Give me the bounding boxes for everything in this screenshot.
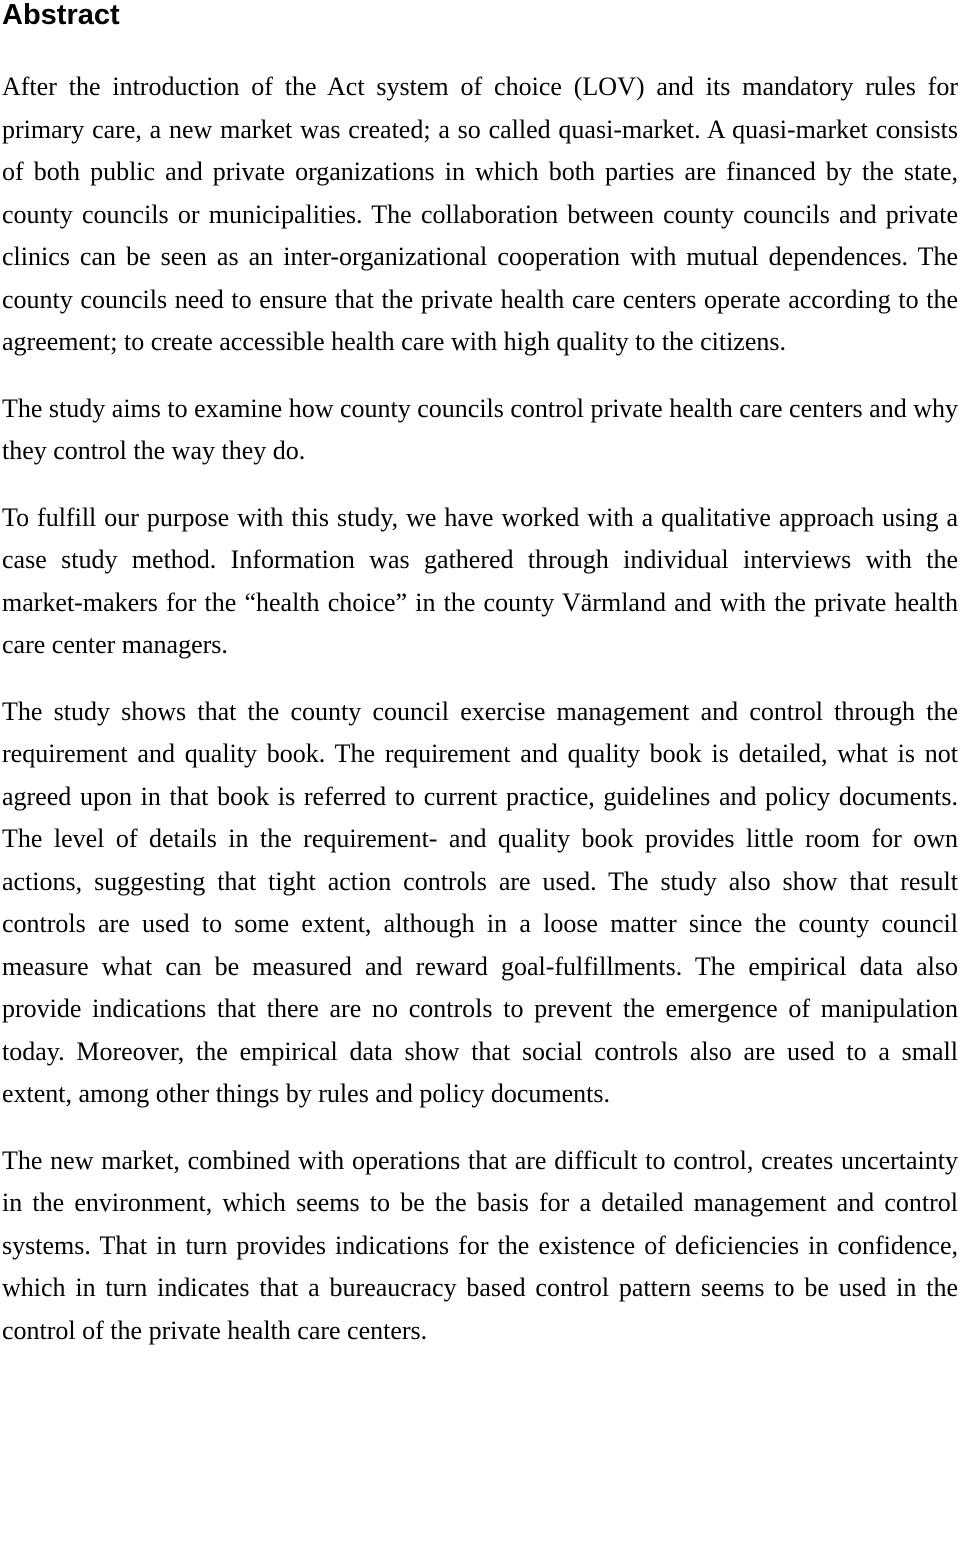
abstract-paragraph-5: The new market, combined with operations that are difficult to control, creates uncertainty in the environment, which seems to be the basis for a detailed management and control systems. That in turn provides indications for the existence of deficiencies in confidence, which in turn indicates that a bureaucracy based control pattern seems to be used in the control of the private health care centers. — [2, 1145, 958, 1345]
abstract-paragraph-3: To fulfill our purpose with this study, we have worked with a qualitative approach using a case study method. Information was gathered through individual interviews with the market-makers for the “health choice” in the county Värmland and with the private health care center managers. — [2, 502, 958, 659]
abstract-paragraph-1: After the introduction of the Act system of choice (LOV) and its mandatory rules for primary care, a new market was created; a so called quasi-market. A quasi-market consists of both public and private organizations in which both parties are financed by the state, county councils or municipalities. The collaboration between county councils and private clinics can be seen as an inter-organizational cooperation with mutual dependences. The county councils need to ensure that the private health care centers operate according to the agreement; to create accessible health care with high quality to the citizens. — [2, 72, 958, 356]
abstract-heading: Abstract — [2, 0, 120, 31]
abstract-paragraph-2: The study aims to examine how county councils control private health care centers and why they control the way they do. — [2, 393, 958, 465]
abstract-paragraph-4: The study shows that the county council exercise management and control through the requirement and quality book. The requirement and quality book is detailed, what is not agreed upon in that book is referred to current practice, guidelines and policy documents. The level of details in the requirement- and quality book provides little room for own actions, suggesting that tight action controls are used. The study also show that result controls are used to some extent, although in a loose matter since the county council measure what can be measured and reward goal-fulfillments. The empirical data also provide indications that there are no controls to prevent the emergence of manipulation today. Moreover, the empirical data show that social controls also are used to a small extent, among other things by rules and policy documents. — [2, 696, 958, 1108]
